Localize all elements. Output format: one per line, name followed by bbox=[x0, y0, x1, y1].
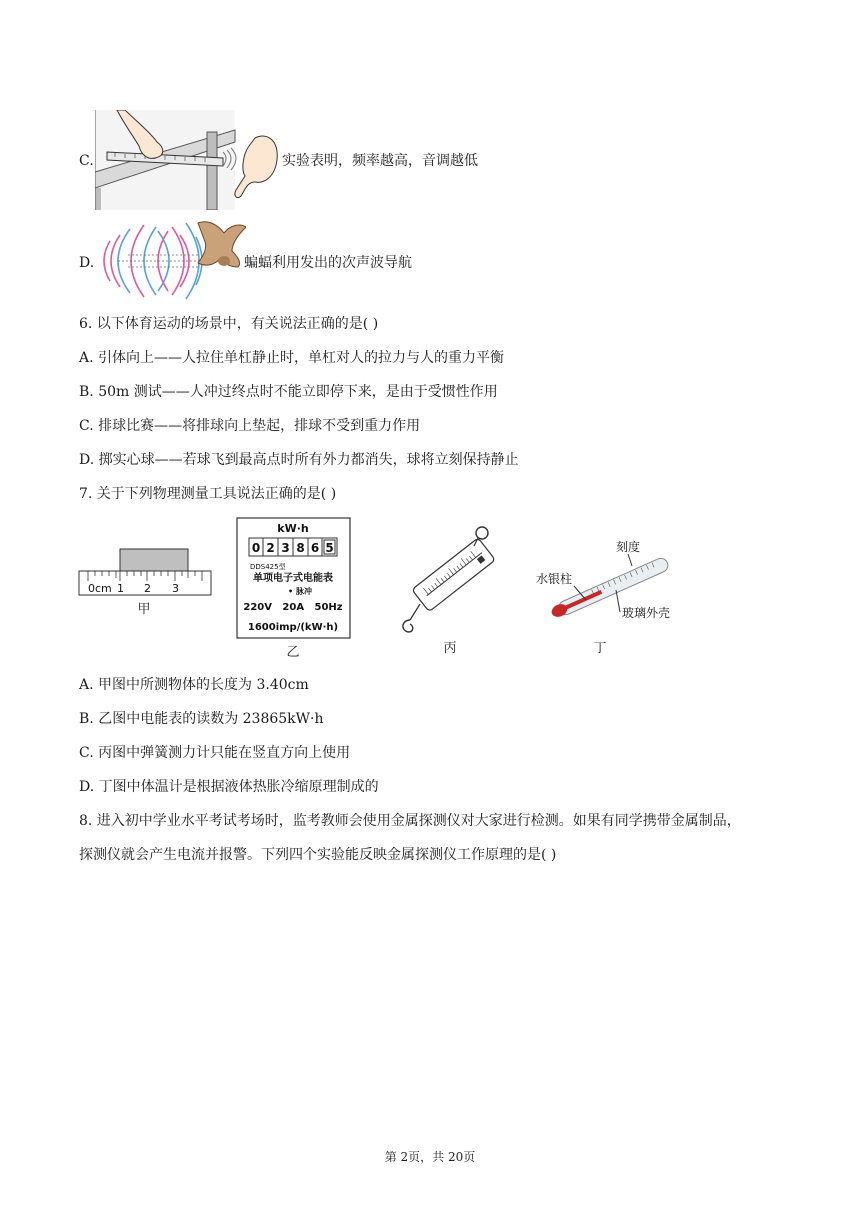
option-d-label: D. bbox=[79, 255, 95, 271]
caption-bing: 丙 bbox=[443, 641, 457, 656]
meter-digit-6: 5 bbox=[325, 541, 334, 555]
ruler-label-1: 1 bbox=[117, 582, 124, 595]
q6-stem: 6. 以下体育运动的场景中，有关说法正确的是( ) bbox=[79, 316, 379, 332]
ruler-label-3: 3 bbox=[172, 582, 179, 595]
q7-option-b: B. 乙图中电能表的读数为 23865kW·h bbox=[79, 711, 324, 727]
q7-stem: 7. 关于下列物理测量工具说法正确的是( ) bbox=[79, 486, 337, 502]
caption-jia: 甲 bbox=[137, 602, 151, 617]
q7-option-a: A. 甲图中所测物体的长度为 3.40cm bbox=[79, 677, 309, 693]
q8-stem-line1: 8. 进入初中学业水平考试考场时，监考教师会使用金属探测仪对大家进行检测。如果有同学携带金属制品， bbox=[79, 813, 741, 829]
caption-ding: 丁 bbox=[593, 641, 607, 656]
option-c-text: 实验表明，频率越高，音调越低 bbox=[282, 153, 478, 169]
thermometer-figure bbox=[532, 536, 682, 658]
ruler-figure bbox=[78, 545, 214, 617]
bat-echolocation-figure bbox=[98, 215, 246, 307]
meter-pulse: • 脉冲 bbox=[288, 587, 312, 596]
electric-meter-figure bbox=[236, 516, 352, 660]
ruler-label-0: 0cm bbox=[88, 582, 112, 595]
q7-option-d: D. 丁图中体温计是根据液体热胀冷缩原理制成的 bbox=[79, 779, 379, 795]
q6-option-b: B. 50m 测试——人冲过终点时不能立即停下来，是由于受惯性作用 bbox=[79, 384, 498, 400]
option-d-text: 蝙蝠利用发出的次声波导航 bbox=[244, 255, 412, 271]
meter-digit-1: 0 bbox=[251, 541, 261, 555]
page-footer: 第 2页，共 20页 bbox=[384, 1150, 476, 1164]
label-mercury: 水银柱 bbox=[536, 572, 573, 586]
ruler-vibration-figure bbox=[95, 110, 280, 210]
q6-option-d: D. 掷实心球——若球飞到最高点时所有外力都消失，球将立刻保持静止 bbox=[79, 452, 519, 468]
meter-digit-2: 2 bbox=[266, 541, 275, 555]
meter-model: DDS425型 bbox=[250, 563, 286, 571]
meter-digit-5: 6 bbox=[310, 541, 320, 555]
meter-digit-4: 8 bbox=[296, 541, 305, 555]
label-glass: 玻璃外壳 bbox=[622, 606, 671, 620]
spring-scale-figure bbox=[396, 524, 508, 656]
meter-digit-3: 3 bbox=[281, 541, 290, 555]
q8-stem-line2: 探测仪就会产生电流并报警。下列四个实验能反映金属探测仪工作原理的是( ) bbox=[79, 847, 557, 863]
meter-constant: 1600imp/(kW·h) bbox=[247, 622, 339, 633]
meter-unit: kW·h bbox=[277, 522, 309, 535]
q6-option-c: C. 排球比赛——将排球向上垫起，排球不受到重力作用 bbox=[79, 418, 421, 434]
meter-rating: 220V 20A 50Hz bbox=[243, 602, 343, 613]
q7-option-c: C. 丙图中弹簧测力计只能在竖直方向上使用 bbox=[79, 745, 351, 761]
caption-yi: 乙 bbox=[286, 645, 300, 660]
option-c-label: C. bbox=[79, 153, 94, 169]
q6-option-a: A. 引体向上——人拉住单杠静止时，单杠对人的拉力与人的重力平衡 bbox=[79, 350, 505, 366]
ruler-label-2: 2 bbox=[144, 582, 151, 595]
meter-name: 单项电子式电能表 bbox=[253, 573, 333, 584]
label-scale: 刻度 bbox=[616, 540, 641, 554]
